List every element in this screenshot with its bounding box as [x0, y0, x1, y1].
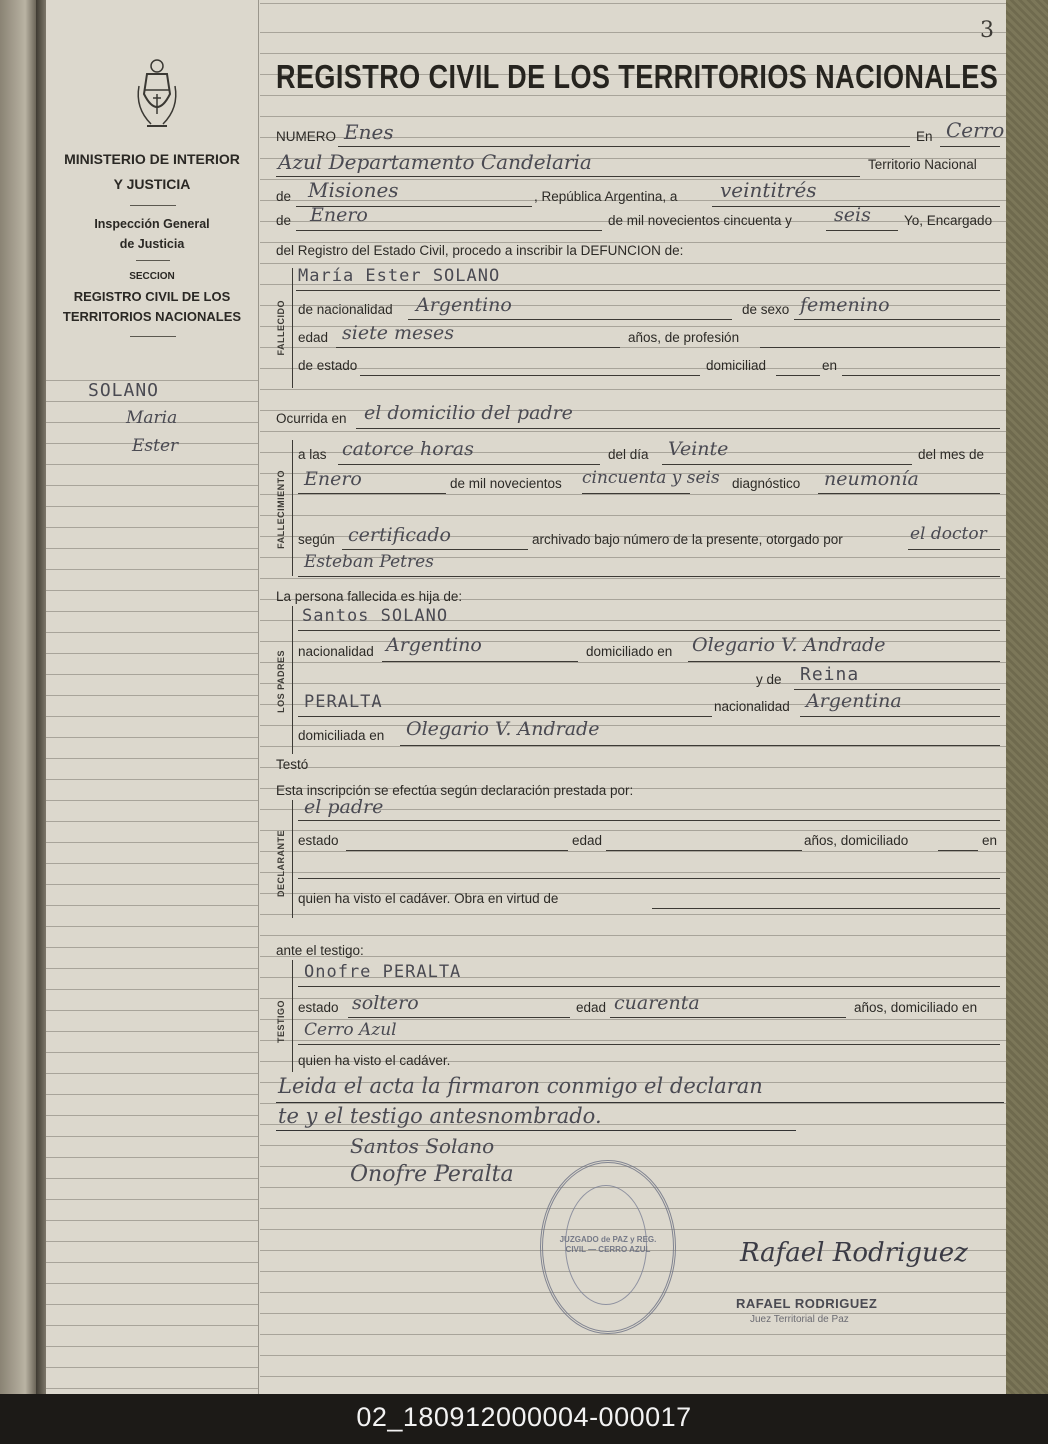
label-registro: del Registro del Estado Civil, procedo a inscribir la DEFUNCION de: — [276, 243, 684, 258]
book-spine — [36, 0, 46, 1394]
entry-padre: Santos SOLANO — [302, 606, 449, 626]
stub-divider — [130, 336, 176, 337]
entry-doctor-2: Esteban Petres — [304, 552, 434, 572]
field-line — [408, 319, 732, 320]
field-line — [908, 549, 1000, 550]
label-estado-3: estado — [298, 1000, 339, 1015]
label-ocurrida: Ocurrida en — [276, 411, 347, 426]
entry-madre-dom: Olegario V. Andrade — [406, 718, 600, 740]
register-page — [46, 0, 1006, 1394]
label-edad-3: edad — [576, 1000, 607, 1015]
field-line — [360, 375, 700, 376]
label-domiciliad: domiciliad — [706, 358, 767, 373]
label-de: de — [276, 189, 292, 204]
field-line — [606, 850, 802, 851]
entry-madre: Reina — [800, 664, 860, 685]
field-line — [382, 661, 578, 662]
label-en-3: en — [982, 833, 998, 848]
entry-madre-2: PERALTA — [304, 692, 383, 712]
field-line — [652, 908, 1000, 909]
field-line — [348, 1017, 570, 1018]
label-milnov: de mil novecientos — [450, 476, 562, 491]
label-archivado: archivado bajo número de la presente, otorgado por — [532, 532, 843, 547]
entry-testigo-dom: Cerro Azul — [304, 1020, 397, 1040]
field-line — [826, 230, 898, 231]
label-nacionalidad-2: nacionalidad — [298, 644, 374, 659]
field-line — [940, 146, 1000, 147]
field-line — [662, 464, 912, 465]
field-line — [296, 290, 1000, 291]
field-line — [276, 176, 860, 177]
label-delmes: del mes de — [918, 447, 985, 462]
field-line — [298, 630, 1000, 631]
coat-of-arms-icon — [133, 58, 181, 138]
label-domiciliada: domiciliada en — [298, 728, 385, 743]
page-number: 3 — [980, 18, 994, 43]
field-line — [298, 493, 446, 494]
officer-name: RAFAEL RODRIGUEZ — [736, 1296, 878, 1311]
field-line — [342, 549, 528, 550]
inspection-line-1: Inspección General — [94, 217, 210, 231]
field-line — [800, 716, 1000, 717]
entry-mes-2: Enero — [304, 468, 362, 490]
label-domiciliado: domiciliado en — [586, 644, 673, 659]
field-line — [760, 347, 1000, 348]
entry-nacionalidad: Argentino — [416, 294, 512, 316]
field-line — [298, 878, 1000, 879]
label-alas: a las — [298, 447, 327, 462]
entry-lugar-1: Cerro — [946, 118, 1005, 142]
field-line — [818, 493, 1000, 494]
label-testo: Testó — [276, 757, 309, 772]
entry-segun: certificado — [348, 524, 451, 546]
officer-role: Juez Territorial de Paz — [750, 1314, 849, 1325]
entry-edad: siete meses — [342, 322, 454, 344]
section-label: SECCION — [129, 271, 175, 282]
label-block-testigo: TESTIGO — [276, 1000, 286, 1044]
ministry-line-2: Y JUSTICIA — [113, 176, 191, 192]
closing-line-1: Leida el acta la firmaron conmigo el declaran — [278, 1074, 763, 1098]
label-en: En — [916, 129, 933, 144]
ministry-line-1: MINISTERIO DE INTERIOR — [64, 151, 240, 167]
field-line — [582, 493, 690, 494]
label-ante: ante el testigo: — [276, 943, 364, 958]
signature-declarante: Santos Solano — [350, 1134, 495, 1158]
label-en-2: en — [822, 358, 838, 373]
entry-padre-dom: Olegario V. Andrade — [692, 634, 886, 656]
field-line — [938, 850, 978, 851]
label-diagnostico: diagnóstico — [732, 476, 801, 491]
inspection-line-2: de Justicia — [119, 237, 185, 251]
handwritten-underline — [276, 1102, 1004, 1103]
label-de-2: de — [276, 213, 292, 228]
entry-hora: catorce horas — [342, 438, 474, 460]
field-line — [338, 146, 910, 147]
entry-ocurrida: el domicilio del padre — [364, 402, 573, 424]
entry-nombre: María Ester SOLANO — [298, 266, 501, 286]
label-edad-2: edad — [572, 833, 603, 848]
field-line — [610, 1017, 846, 1018]
field-line — [298, 1044, 1000, 1045]
entry-dia: veintitrés — [720, 178, 817, 202]
section-name-line-1: REGISTRO CIVIL DE LOS — [73, 289, 231, 304]
previous-page-edge — [0, 0, 36, 1394]
label-nacionalidad-3: nacionalidad — [714, 699, 790, 714]
field-line — [298, 986, 1000, 987]
entry-padre-nac: Argentino — [386, 634, 482, 656]
label-edad: edad — [298, 330, 329, 345]
field-line — [346, 850, 568, 851]
label-block-padres: LOS PADRES — [276, 650, 286, 713]
document-title: REGISTRO CIVIL DE LOS TERRITORIOS NACIONALES — [276, 58, 999, 95]
label-numero: NUMERO — [276, 129, 336, 144]
label-anosdom-2: años, domiciliado en — [854, 1000, 978, 1015]
label-republica: , República Argentina, a — [534, 189, 678, 204]
entry-declarante: el padre — [304, 796, 384, 818]
entry-doctor: el doctor — [910, 524, 987, 544]
label-quien-2: quien ha visto el cadáver. — [298, 1053, 451, 1068]
field-line — [298, 820, 1000, 821]
stub-divider — [136, 260, 170, 261]
entry-sexo: femenino — [800, 294, 890, 316]
label-yo: Yo, Encargado — [904, 213, 993, 228]
stub-column — [46, 0, 259, 1394]
entry-testigo-estado: soltero — [352, 992, 419, 1014]
field-line — [336, 347, 620, 348]
label-nacionalidad: de nacionalidad — [298, 302, 393, 317]
label-estado-2: estado — [298, 833, 339, 848]
field-line — [298, 576, 1000, 577]
field-line — [794, 319, 1000, 320]
handwritten-underline — [276, 1130, 796, 1131]
label-territorio: Territorio Nacional — [868, 157, 977, 172]
field-line — [356, 428, 1000, 429]
signature-testigo: Onofre Peralta — [350, 1162, 514, 1187]
label-segun: según — [298, 532, 335, 547]
entry-mes: Enero — [310, 204, 368, 226]
image-identifier: 02_180912000004-000017 — [0, 1394, 1048, 1444]
entry-testigo-edad: cuarenta — [614, 992, 700, 1014]
stub-first-name: Maria — [126, 408, 178, 428]
stub-divider — [130, 205, 176, 206]
closing-line-2: te y el testigo antesnombrado. — [278, 1104, 602, 1128]
label-mil: de mil novecientos cincuenta y — [608, 213, 792, 228]
field-line — [842, 375, 1000, 376]
label-anosdom: años, domiciliado — [804, 833, 909, 848]
label-quien: quien ha visto el cadáver. Obra en virtud de — [298, 891, 559, 906]
field-line — [338, 464, 600, 465]
field-line — [400, 745, 1000, 746]
stub-surname: SOLANO — [88, 380, 160, 401]
label-anos: años, de profesión — [628, 330, 740, 345]
label-yde: y de — [756, 672, 782, 687]
label-hija: La persona fallecida es hija de: — [276, 589, 463, 604]
entry-anio: seis — [834, 204, 871, 226]
label-block-fallecimiento: FALLECIMIENTO — [276, 470, 286, 549]
court-stamp — [540, 1160, 676, 1334]
section-name-line-2: TERRITORIOS NACIONALES — [62, 309, 242, 324]
label-sexo: de sexo — [742, 302, 790, 317]
field-line — [298, 716, 712, 717]
entry-lugar-2: Azul Departamento Candelaria — [278, 150, 592, 174]
label-deldia: del día — [608, 447, 649, 462]
entry-madre-nac: Argentina — [806, 690, 902, 712]
stub-header — [46, 0, 258, 375]
label-inscripcion: Esta inscripción se efectúa según declaración prestada por: — [276, 783, 634, 798]
stamp-text: JUZGADO de PAZ y REG. CIVIL — CERRO AZUL — [559, 1235, 657, 1255]
field-line — [296, 230, 602, 231]
label-block-declarante: DECLARANTE — [276, 830, 286, 897]
entry-anio-2: cincuenta y seis — [582, 468, 720, 488]
entry-dia-2: Veinte — [668, 438, 729, 460]
stub-second-name: Ester — [132, 436, 179, 456]
entry-territorio: Misiones — [308, 178, 399, 202]
death-record-form — [260, 0, 1006, 1394]
officer-signature: Rafael Rodriguez — [740, 1238, 968, 1268]
entry-diagnostico: neumonía — [824, 468, 919, 490]
label-estado: de estado — [298, 358, 358, 373]
entry-numero: Enes — [344, 120, 394, 144]
entry-testigo: Onofre PERALTA — [304, 962, 462, 982]
field-line — [776, 375, 820, 376]
field-line — [688, 661, 1000, 662]
label-block-fallecido: FALLECIDO — [276, 300, 286, 356]
